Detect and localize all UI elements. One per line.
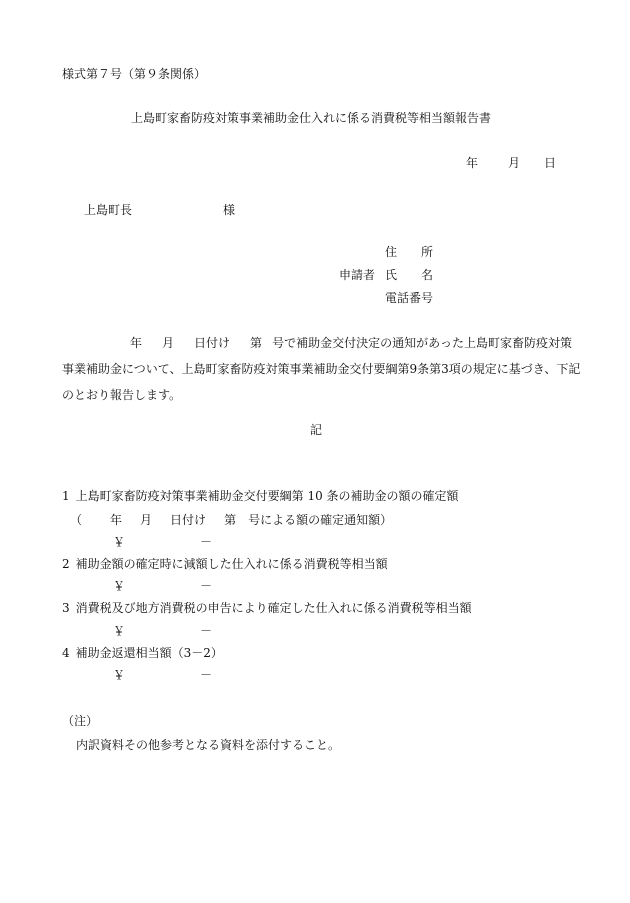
item-1-number: 1 [62,489,70,503]
applicant-name-label: 氏 名 [385,268,434,282]
item-3-dash: － [200,624,213,638]
item-4-yen: ￥ [113,668,126,682]
item-4-number: 4 [62,646,70,660]
notice-year: 年 [110,513,123,527]
item-2-text: 補助金額の確定時に減額した仕入れに係る消費税等相当額 [75,557,388,571]
item-3 [62,600,472,616]
note-label: （注） [62,714,99,728]
body-text: 号で補助金交付決定の通知があった上島町家畜防疫対策事業補助金について、上島町家畜防疫対策事業補助金交付要綱第9条第3項の規定に基づき、下記のとおり報告します。 [62,336,581,402]
item-2-dash: － [200,579,213,593]
item-1-dash: － [200,535,213,549]
item-2 [62,556,388,572]
form-number: 様式第７号（第９条関係） [62,67,207,81]
date-day-label: 日 [544,156,557,170]
date-month-label: 月 [508,156,521,170]
item-2-yen: ￥ [113,579,126,593]
report-body-paragraph [62,330,582,408]
item-4-text: 補助金返還相当額（3－2） [75,646,223,660]
document-title: 上島町家畜防疫対策事業補助金仕入れに係る消費税等相当額報告書 [131,111,492,125]
date-year-label: 年 [466,156,479,170]
addressee-name: 上島町長 [84,203,133,217]
item-3-number: 3 [62,601,70,615]
notice-date: 日付け [170,513,207,527]
item-3-yen: ￥ [113,624,126,638]
ki-heading: 記 [310,423,323,437]
notice-month: 月 [140,513,153,527]
item-1-text: 上島町家畜防疫対策事業補助金交付要綱第 10 条の補助金の額の確定額 [75,489,459,503]
applicant-phone-label: 電話番号 [385,291,434,305]
applicant-address-label: 住 所 [385,245,434,259]
item-3-text: 消費税及び地方消費税の申告により確定した仕入れに係る消費税等相当額 [75,601,472,615]
item-2-number: 2 [62,557,70,571]
notice-number-prefix: 第 [224,513,237,527]
item-1 [62,488,459,504]
note-text: 内訳資料その他参考となる資料を添付すること。 [76,738,341,752]
body-number-prefix: 第 [250,336,263,350]
item-4-dash: － [200,668,213,682]
item-4 [62,645,223,661]
notice-number-suffix: 号による額の確定通知額） [248,513,393,527]
applicant-label: 申請者 [339,268,376,282]
body-year: 年 [130,336,143,350]
notice-open-paren: （ [70,513,83,527]
body-date: 日付け [194,336,231,350]
item-1-notice-line [70,512,392,528]
body-month: 月 [162,336,175,350]
item-1-yen: ￥ [113,535,126,549]
addressee-honorific: 様 [223,203,236,217]
